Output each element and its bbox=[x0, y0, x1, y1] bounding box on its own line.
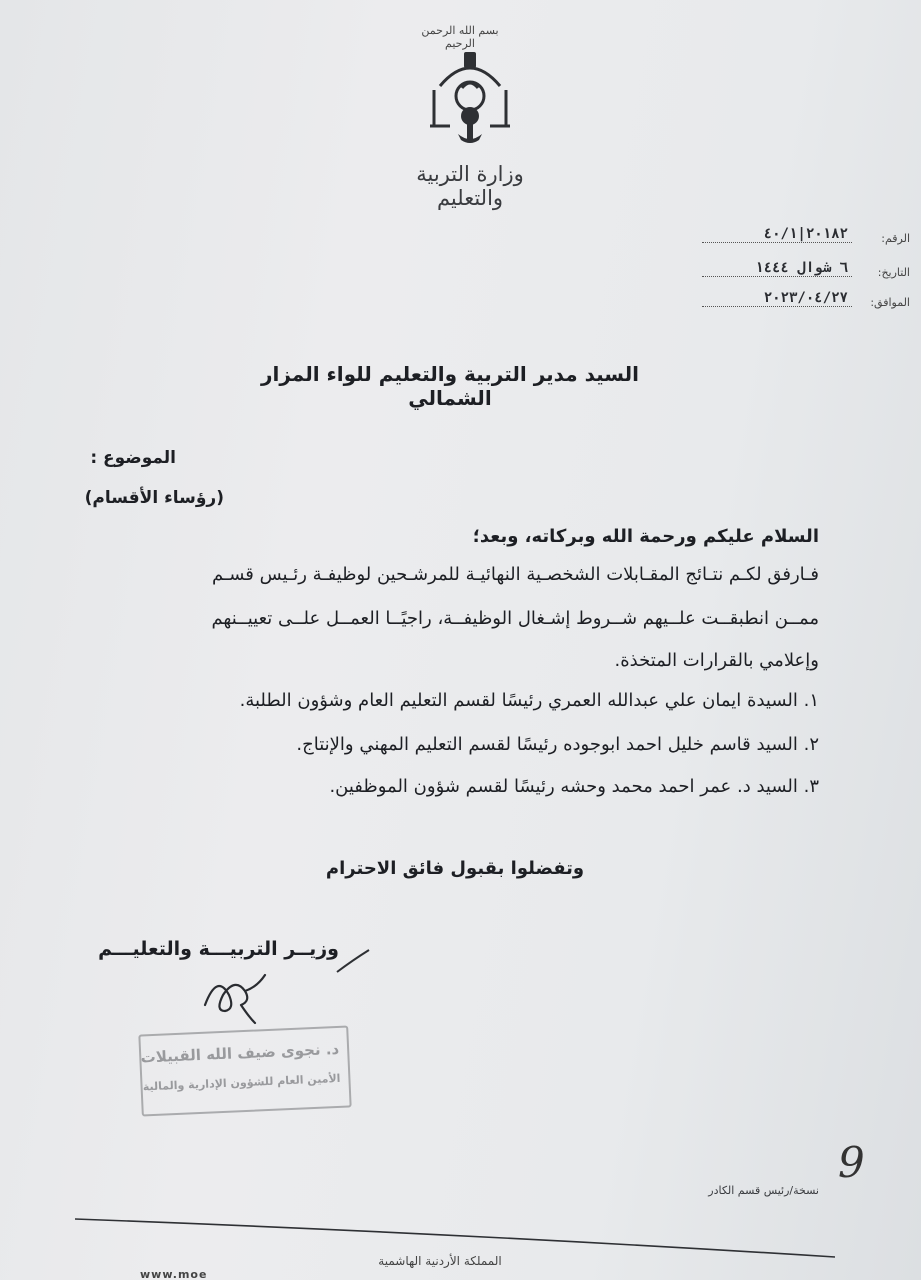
ministry-heading: وزارة التربية والتعليم bbox=[416, 162, 524, 210]
dotted-line bbox=[702, 276, 852, 277]
hijri-date-value: ٦ شوال ١٤٤٤ bbox=[755, 260, 848, 276]
body-line: ممــن انطبقــت علــيهم شــروط إشـغال الوظيفــة، راجيًــا العمــل علــى تعييــنهم bbox=[211, 608, 819, 629]
reference-number-label: الرقم: bbox=[881, 232, 910, 245]
minister-title: وزيــر التربيـــة والتعليـــم bbox=[98, 938, 339, 960]
list-item: ٣. السيد د. عمر احمد محمد وحشه رئيسًا لقسم شؤون الموظفين. bbox=[329, 776, 819, 797]
list-item: ١. السيدة ايمان علي عبدالله العمري رئيسًا لقسم التعليم العام وشؤون الطلبة. bbox=[239, 690, 819, 711]
reference-number-row bbox=[700, 228, 910, 252]
closing-phrase: وتفضلوا بقبول فائق الاحترام bbox=[325, 858, 585, 879]
body-line: وإعلامي بالقرارات المتخذة. bbox=[614, 650, 819, 671]
list-item: ٢. السيد قاسم خليل احمد ابوجوده رئيسًا لقسم التعليم المهني والإنتاج. bbox=[296, 734, 819, 755]
gregorian-date-row bbox=[700, 292, 910, 316]
dotted-line bbox=[702, 306, 852, 307]
pen-stroke-icon bbox=[335, 948, 371, 976]
handwritten-page-mark: 9 bbox=[838, 1138, 865, 1187]
gregorian-date-label: الموافق: bbox=[870, 296, 910, 309]
greeting: السلام عليكم ورحمة الله وبركاته، وبعد؛ bbox=[472, 526, 819, 547]
hijri-date-row bbox=[700, 262, 910, 286]
dotted-line bbox=[702, 242, 852, 243]
stamp-position: الأمين العام للشؤون الإدارية والمالية bbox=[142, 1071, 341, 1094]
reference-number-value: ٢٠١٨٢|٤٠/١ bbox=[763, 226, 848, 242]
body-line: فـارفق لكـم نتـائج المقـابلات الشخصـية النهائيـة للمرشـحين لوظيفـة رئـيس قسـم bbox=[211, 564, 819, 585]
carbon-copy-note: نسخة/رئيس قسم الكادر bbox=[708, 1184, 819, 1197]
footer-country: المملكة الأردنية الهاشمية bbox=[378, 1254, 502, 1268]
stamp-name: د. نجوى ضيف الله القبيلات bbox=[140, 1039, 340, 1067]
official-stamp bbox=[138, 1025, 351, 1116]
subject-label: الموضوع : bbox=[90, 448, 176, 468]
hijri-date-label: التاريخ: bbox=[877, 266, 910, 279]
basmala: بسم الله الرحمن الرحيم bbox=[421, 24, 499, 50]
subject-value: (رؤساء الأقسام) bbox=[84, 488, 224, 508]
footer-url: www.moe bbox=[140, 1268, 208, 1280]
signature-scribble-icon bbox=[195, 965, 275, 1025]
addressee: السيد مدير التربية والتعليم للواء المزار الشمالي bbox=[260, 362, 640, 410]
gregorian-date-value: ٢٠٢٣/٠٤/٢٧ bbox=[763, 290, 848, 306]
crown-crest-icon bbox=[424, 48, 516, 148]
